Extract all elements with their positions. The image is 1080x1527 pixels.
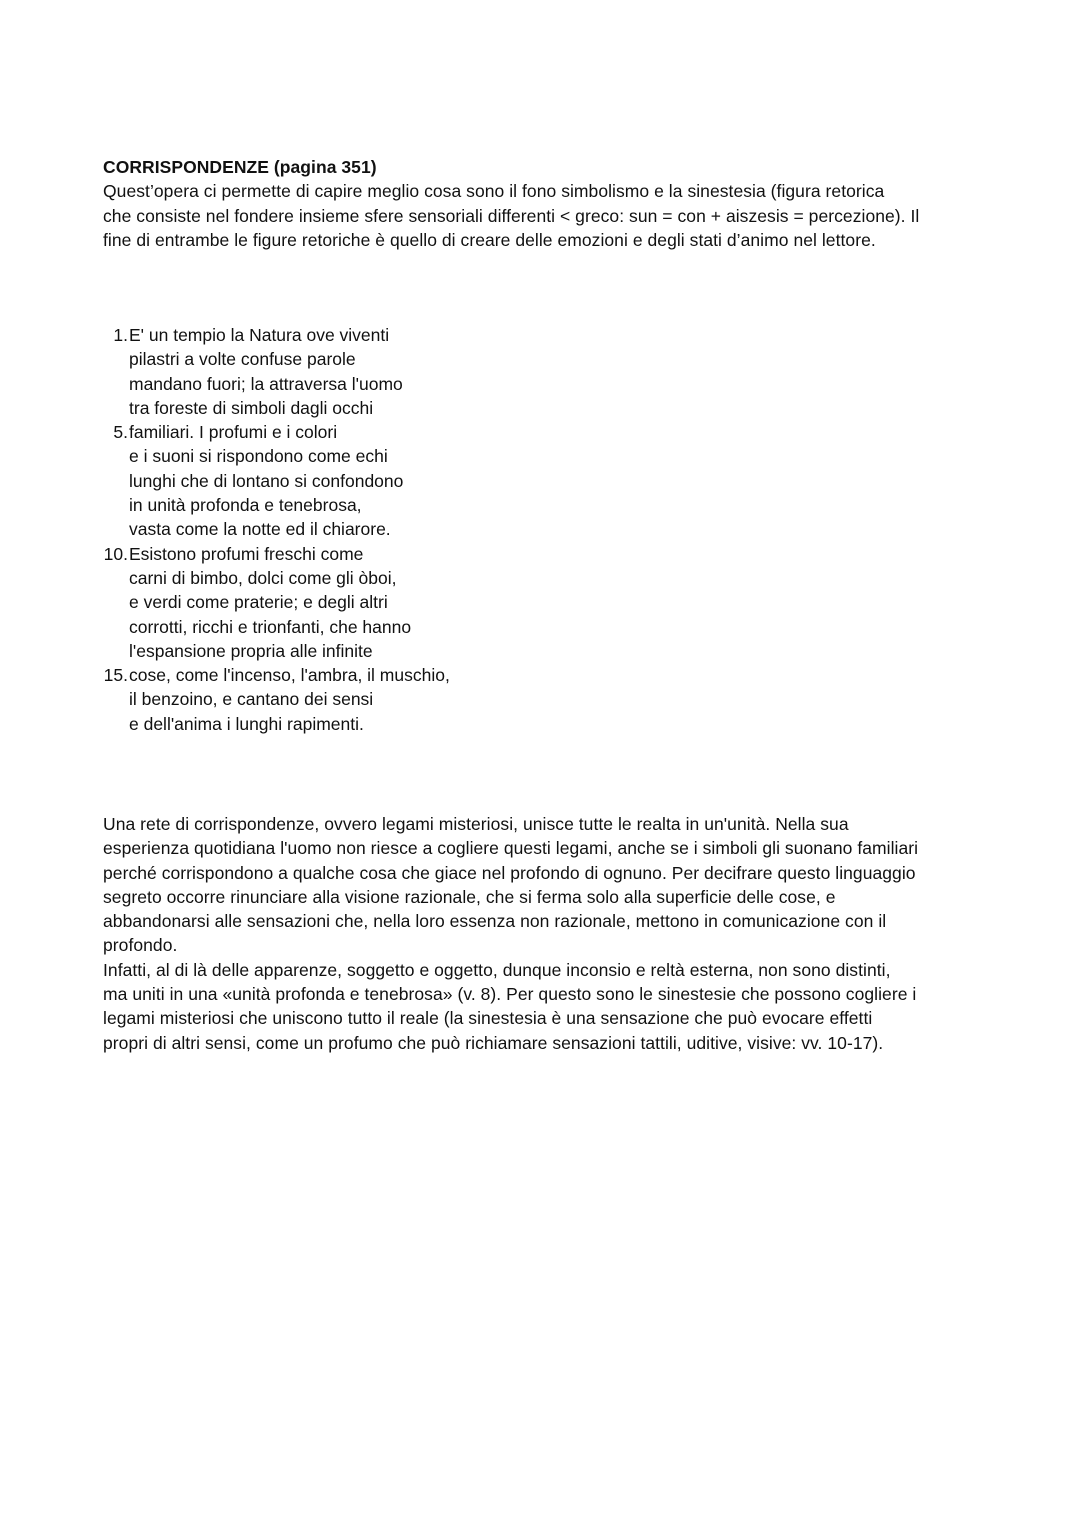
poem — [103, 323, 703, 736]
verse-text: e verdi come praterie; e degli altri — [129, 592, 388, 613]
verse-text: corrotti, ricchi e trionfanti, che hanno — [129, 616, 412, 637]
verse-number: 15. — [103, 665, 128, 686]
poem-verse — [103, 420, 703, 444]
verse-text: lunghi che di lontano si confondono — [129, 470, 404, 491]
analysis-line: esperienza quotidiana l'uomo non riesce a cogliere questi legami, anche se i simboli gli suonano familiari — [103, 838, 919, 859]
verse-text: il benzoino, e cantano dei sensi — [129, 689, 374, 710]
intro-line: Quest’opera ci permette di capire meglio cosa sono il fono simbolismo e la sinestesia (figura retorica — [103, 181, 885, 202]
intro-line: fine di entrambe le figure retoriche è quello di creare delle emozioni e degli stati d’animo nel lettore. — [103, 229, 876, 250]
verse-text: cose, come l'incenso, l'ambra, il muschio, — [129, 665, 450, 686]
verse-text: tra foreste di simboli dagli occhi — [129, 397, 374, 418]
verse-text: mandano fuori; la attraversa l'uomo — [129, 373, 403, 394]
verse-text: l'espansione propria alle infinite — [129, 640, 373, 661]
verse-text: vasta come la notte ed il chiarore. — [129, 519, 391, 540]
poem-verse — [103, 347, 703, 371]
analysis-line: abbandonarsi alle sensazioni che, nella loro essenza non razionale, mettono in comunicazione con il — [103, 911, 887, 932]
analysis-line: legami misteriosi che uniscono tutto il reale (la sinestesia è una sensazione che può evocare effetti — [103, 1008, 873, 1029]
verse-text: carni di bimbo, dolci come gli òboi, — [129, 567, 397, 588]
verse-text: E' un tempio la Natura ove viventi — [129, 325, 390, 345]
poem-verse — [103, 323, 703, 347]
poem-verse — [103, 542, 703, 566]
poem-verse — [103, 396, 703, 420]
analysis-section — [103, 812, 983, 1055]
verse-text: e i suoni si rispondono come echi — [129, 446, 388, 467]
verse-text: in unità profonda e tenebrosa, — [129, 495, 362, 516]
verse-number: 5. — [113, 422, 128, 443]
poem-verse — [103, 372, 703, 396]
intro-line: che consiste nel fondere insieme sfere sensoriali differenti < greco: sun = con + aiszesis = percezione). Il — [103, 205, 920, 226]
poem-verse — [103, 444, 703, 468]
poem-verse — [103, 712, 703, 736]
verse-text: e dell'anima i lunghi rapimenti. — [129, 713, 364, 734]
analysis-line: segreto occorre rinunciare alla visione razionale, che si ferma solo alla superficie delle cose, e — [103, 886, 836, 907]
verse-number: 10. — [103, 543, 128, 564]
poem-verse — [103, 687, 703, 711]
verse-text: familiari. I profumi e i colori — [129, 422, 338, 443]
section-title: CORRISPONDENZE (pagina 351) — [103, 157, 377, 177]
verse-text: Esistono profumi freschi come — [129, 543, 364, 564]
analysis-line: perché corrispondono a qualche cosa che giace nel profondo di ognuno. Per decifrare questo linguaggio — [103, 862, 916, 883]
poem-verse — [103, 639, 703, 663]
analysis-line: Una rete di corrispondenze, ovvero legami misteriosi, unisce tutte le realta in un'unità. Nella sua — [103, 814, 849, 834]
poem-verse — [103, 590, 703, 614]
analysis-line: Infatti, al di là delle apparenze, soggetto e oggetto, dunque inconsio e reltà esterna, non sono distinti, — [103, 959, 891, 980]
poem-verse — [103, 615, 703, 639]
verse-number: 1. — [113, 325, 128, 345]
intro-section — [103, 155, 983, 252]
analysis-line: ma uniti in una «unità profonda e tenebrosa» (v. 8). Per questo sono le sinestesie che possono cogliere i — [103, 984, 917, 1005]
poem-verse — [103, 566, 703, 590]
poem-verse — [103, 663, 703, 687]
analysis-line: propri di altri sensi, come un profumo che può richiamare sensazioni tattili, uditive, visive: vv. 10-17). — [103, 1032, 884, 1053]
poem-verse — [103, 469, 703, 493]
verse-text: pilastri a volte confuse parole — [129, 349, 356, 370]
poem-verse — [103, 493, 703, 517]
poem-verse — [103, 517, 703, 541]
analysis-line: profondo. — [103, 935, 178, 956]
